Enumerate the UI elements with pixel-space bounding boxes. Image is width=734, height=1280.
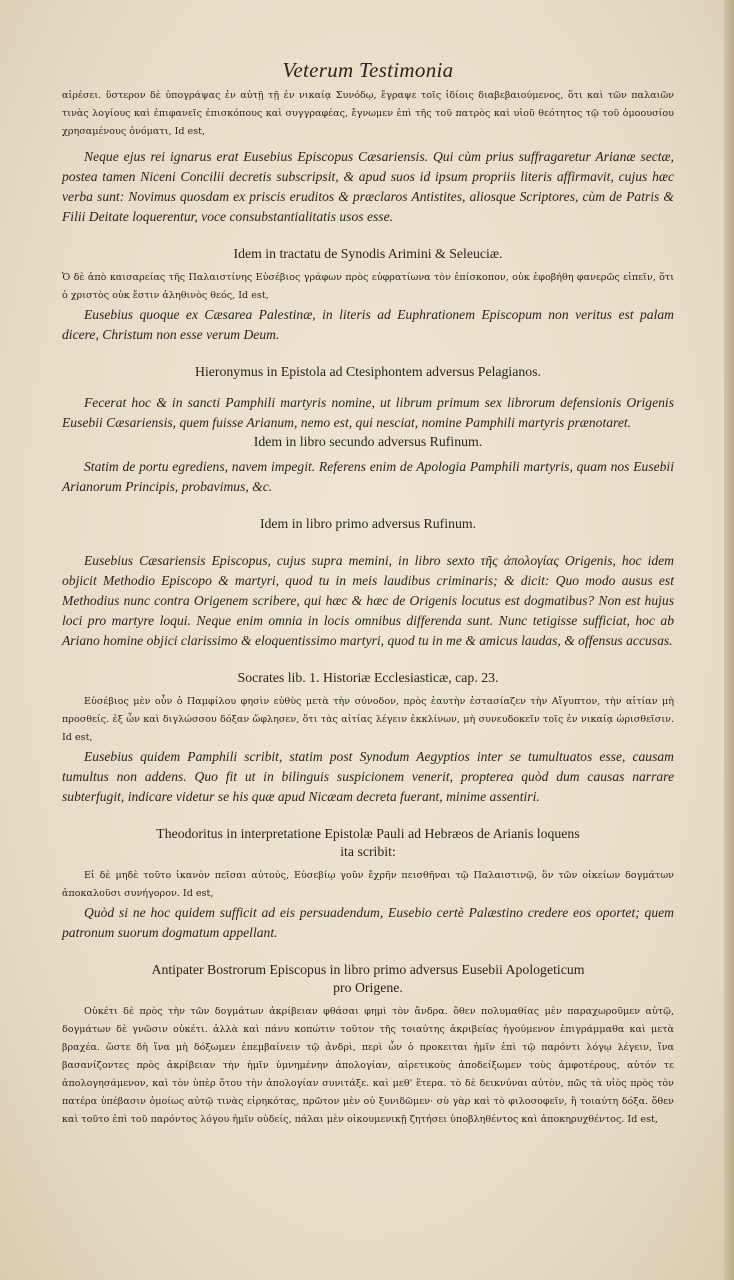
section-heading-synodis: Idem in tractatu de Synodis Arimini & Seleuciæ.	[233, 246, 503, 261]
page-spine-edge	[724, 0, 734, 1280]
latin-paragraph-7: Quòd si ne hoc quidem sufficit ad eis persuadendum, Eusebio certè Palæstino credere eos oportet; quem patronum suorum dogmatum appellant.	[62, 905, 674, 940]
greek-paragraph-7: Εἰ δὲ μηδὲ τοῦτο ἱκανὸν πεῖσαι αὐτούς, Εὐσεβίῳ γοῦν ἔχρῆν πεισθῆναι τῷ Παλαιστινῷ, ὃν τῶν οἰκείων δογμάτων ἀποκαλοῦσι συνήγορον. Id est,	[62, 870, 674, 899]
greek-paragraph-2: Ὁ δὲ ἀπὸ καισαρείας τῆς Παλαιστίνης Εὐσέβιος γράφων πρὸς εὐφρατίωνα τὸν ἐπίσκοπον, οὐκ ἐφοβήθη φανερῶς εἰπεῖν, ὅτι ὁ χριστὸς οὐκ ἔστιν ἀληθινὸς θεός, Id est,	[62, 272, 674, 301]
section-heading-hieronymus: Hieronymus in Epistola ad Ctesiphontem adversus Pelagianos.	[194, 364, 542, 379]
running-head: Veterum Testimonia	[282, 58, 454, 82]
greek-paragraph-8: Οὐκέτι δὲ πρὸς τὴν τῶν δογμάτων ἀκρίβειαν φθάσαι φημὶ τὸν ἄνδρα. ὅθεν πολυμαθίας μὲν παραχωροῦμεν αὐτῷ, δογμάτων δὲ γνῶσιν οὐκέτι. ἀλλὰ καὶ πάνυ κοπώτιν τοῦτον τῆς τοιαύτης ἀκριβείας ἡγούμενον ἐπιγράμμαθα καὶ μετὰ βραχέα. ὥστε δὴ ἵνα μὴ δόξωμεν ἐπεμβαίνειν τῷ ἀνδρὶ, περὶ ὧν ὁ προκειται ἡμῖν ἐπὶ τῷ παρόντι λόγῳ λέγειν, ἵνα βασανίζοντες πρὸς ἀκρίβειαν τὴν ἡμῖν ὑμνημένην ἀπολογίαν, αἱρετικοὺς ἀποδείξωμεν τοὺς ἀμφοτέρους, αὐτόν τε ἀπολογησάμενον, καὶ τὸν ὑπὲρ ὅτου τὴν ἀπολογίαν συνιτάξε. καὶ μεθ' ἕτερα. τὸ δὲ δεικνύναι αὐτὸν, πῶς τὰ υἱὸς πρὸς τὸν πατέρα ὑπέβασιν ὁμοίως αὐτῷ τινὰς εἰρηκότας, πρῶτον μὲν οὐ ξυνιδῶμεν· σὺ γὰρ καὶ τὸ φιλοσοφεῖν, ἢ τοιαύτη δόξα. ὅθεν καὶ τοῦτο ἐπὶ τοῦ παρόντος λόγου ἡμῖν οὐδείς, πάλαι μὲν οἰκουμενικῇ ζητήσει ὑποβληθέντος καὶ ἀποκηρυχθέντος. Id est,	[62, 1006, 674, 1125]
latin-paragraph-3: Fecerat hoc & in sancti Pamphili martyris nomine, ut librum primum sex librorum defensionis Origenis Eusebii Cæsariensis, quem fuisse Arianum, nemo est, qui nesciat, nomine Pamphili martyris prænotaret.	[62, 395, 674, 430]
section-heading-rufinum-1: Idem in libro primo adversus Rufinum.	[259, 516, 477, 531]
latin-paragraph-1: Neque ejus rei ignarus erat Eusebius Episcopus Cæsariensis. Qui cùm prius suffragaretur Arianæ sectæ, postea tamen Niceni Concilii decretis subscripsit, & apud suos id ipsum propriis literis affirmavit, cujus hæc verba sunt: Novimus quosdam ex priscis eruditos & præclaros Antistites, aliosque Scriptores, cùm de Patris & Filii Deitate loquerentur, voce consubstantialitatis usos esse.	[62, 149, 674, 224]
latin-paragraph-4: Statim de portu egrediens, navem impegit. Referens enim de Apologia Pamphili martyris, quam nos Eusebii Arianorum Principis, probavimus, &c.	[62, 459, 674, 494]
section-heading-rufinum-2: Idem in libro secundo adversus Rufinum.	[253, 434, 483, 449]
section-heading-antipater: Antipater Bostrorum Episcopus in libro primo adversus Eusebii Apologeticum	[151, 962, 585, 977]
greek-paragraph-6: Εὐσέβιος μὲν οὖν ὁ Παμφίλου φησὶν εὐθὺς μετὰ τὴν σύνοδον, πρὸς ἑαυτὴν ἐστασίαζεν τὴν Αἴγυπτον, τὴν αἰτίαν μὴ προσθείς. ἐξ ὧν καὶ διγλώσσου δόξαν ὤφλησεν, ὅτι τὰς αἰτίας λέγειν ἐκκλίνων, μὴ συνευδοκεῖν τοῖς ἐν νικαίᾳ ὡρισθεῖσιν. Id est,	[62, 696, 674, 743]
latin-paragraph-5: Eusebius Cæsariensis Episcopus, cujus supra memini, in libro sexto τῆς ἀπολογίας Origenis, hoc idem objicit Methodio Episcopo & martyri, quod tu in meis laudibus criminaris; & dicit: Quo modo ausus est Methodius nunc contra Origenem scribere, qui hæc & hæc de Origenis locutus est dogmatibus? Non est hujus loci pro martyre loqui. Neque enim omnia in locis omnibus differenda sunt. Nunc tetigisse sufficiat, hoc ab Ariano homine objici clarissimo & eloquentissimo martyri, quod tu in me & amicus laudas, & offensus accusas.	[62, 553, 674, 648]
section-heading-socrates: Socrates lib. 1. Historiæ Ecclesiasticæ, cap. 23.	[237, 670, 499, 685]
latin-paragraph-6: Eusebius quidem Pamphili scribit, statim post Synodum Aegyptios inter se tumultuatos esse, causam tumultus non addens. Quo fit ut in bilinguis suspicionem venerit, propterea quòd dum causas narrare subterfugit, indicare videtur se his quæ apud Nicæam decreta fuerant, minime assentiri.	[62, 749, 674, 804]
latin-paragraph-2: Eusebius quoque ex Cæsarea Palestinæ, in literis ad Euphrationem Episcopum non veritus est palam dicere, Christum non esse verum Deum.	[62, 307, 674, 342]
section-heading-antipater-cont: pro Origene.	[333, 980, 403, 995]
greek-paragraph-1: αἱρέσει. ὕστερον δὲ ὑπογράψας ἐν αὐτῇ τῇ ἐν νικαίᾳ Συνόδῳ, ἔγραψε τοῖς ἰδίοις διαβεβαιούμενος, ὅτι καὶ τῶν παλαιῶν τινὰς λογίους καὶ ἐπιφανεῖς ἐπισκόπους καὶ συγγραφέας, ἔγνωμεν ἐπὶ τῆς τοῦ πατρὸς καὶ υἱοῦ θεότητος τῷ τοῦ ὁμοουσίου χρησαμένους ὀνόματι, Id est,	[62, 90, 674, 137]
section-heading-theodoritus: Theodoritus in interpretatione Epistolæ Pauli ad Hebræos de Arianis loquens	[156, 826, 580, 841]
section-heading-theodoritus-cont: ita scribit:	[340, 844, 396, 859]
